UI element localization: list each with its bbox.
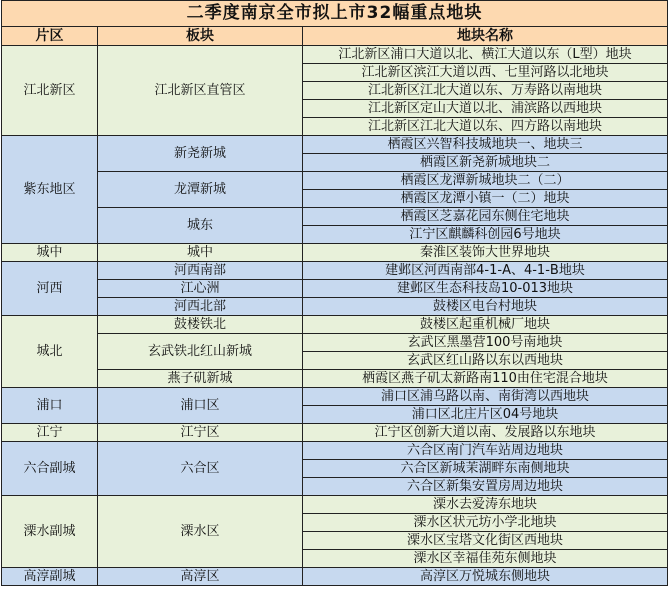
plot-name-cell: 高淳区万悦城东侧地块: [303, 568, 668, 586]
sector-cell: 鼓楼铁北: [98, 316, 303, 334]
plot-name-cell: 江北新区定山大道以北、浦滨路以西地块: [303, 100, 668, 118]
plot-name-cell: 玄武区黑墨营100号南地块: [303, 334, 668, 352]
area-cell: 紫东地区: [2, 136, 98, 244]
table-row: [2, 496, 668, 514]
plot-name-cell: 江宁区创新大道以南、发展路以东地块: [303, 424, 668, 442]
plot-name-cell: 秦淮区装饰大世界地块: [303, 244, 668, 262]
plot-name-cell: 溧水区宝塔文化街区西地块: [303, 532, 668, 550]
table-row: [2, 442, 668, 460]
header-row: [2, 27, 668, 46]
table-row: [2, 46, 668, 64]
plot-name-cell: 六合区南门汽车站周边地块: [303, 442, 668, 460]
plot-name-cell: 建邺区生态科技岛10-013地块: [303, 280, 668, 298]
table-row: [2, 172, 668, 190]
sector-cell: 六合区: [98, 442, 303, 496]
plot-name-cell: 江宁区麒麟科创园6号地块: [303, 226, 668, 244]
plot-name-cell: 六合区新集安置房周边地块: [303, 478, 668, 496]
sector-cell: 新尧新城: [98, 136, 303, 172]
area-cell: 六合副城: [2, 442, 98, 496]
sector-cell: 城中: [98, 244, 303, 262]
sector-cell: 城东: [98, 208, 303, 244]
table-row: [2, 424, 668, 442]
plot-name-cell: 建邺区河西南部4-1-A、4-1-B地块: [303, 262, 668, 280]
sector-cell: 玄武铁北红山新城: [98, 334, 303, 370]
sector-cell: 河西南部: [98, 262, 303, 280]
plot-name-cell: 浦口区北庄片区04号地块: [303, 406, 668, 424]
plot-name-cell: 玄武区红山路以东以西地块: [303, 352, 668, 370]
plot-name-cell: 浦口区浦乌路以南、南街湾以西地块: [303, 388, 668, 406]
sector-cell: 江心洲: [98, 280, 303, 298]
area-cell: 江北新区: [2, 46, 98, 136]
area-cell: 高淳副城: [2, 568, 98, 586]
sector-cell: 燕子矶新城: [98, 370, 303, 388]
table-row: [2, 568, 668, 586]
header-sector: 板块: [98, 27, 303, 46]
plot-name-cell: 江北新区江北大道以东、四方路以南地块: [303, 118, 668, 136]
table-row: [2, 280, 668, 298]
sector-cell: 龙潭新城: [98, 172, 303, 208]
plot-name-cell: 溧水区状元坊小学北地块: [303, 514, 668, 532]
header-area: 片区: [2, 27, 98, 46]
table-row: [2, 388, 668, 406]
sector-cell: 河西北部: [98, 298, 303, 316]
plot-name-cell: 江北新区江北大道以东、万寿路以南地块: [303, 82, 668, 100]
plot-name-cell: 六合区新城茉湖畔东南侧地块: [303, 460, 668, 478]
table-row: [2, 316, 668, 334]
area-cell: 城北: [2, 316, 98, 388]
table-row: [2, 370, 668, 388]
plot-name-cell: 鼓楼区电台村地块: [303, 298, 668, 316]
plot-name-cell: 栖霞区龙潭小镇一（二）地块: [303, 190, 668, 208]
land-plot-table: [1, 0, 668, 586]
sector-cell: 溧水区: [98, 496, 303, 568]
table-row: [2, 136, 668, 154]
plot-name-cell: 江北新区浦口大道以北、横江大道以东（L型）地块: [303, 46, 668, 64]
area-cell: 浦口: [2, 388, 98, 424]
title-row: [2, 1, 668, 27]
table-body: [2, 1, 668, 586]
area-cell: 河西: [2, 262, 98, 316]
area-cell: 江宁: [2, 424, 98, 442]
plot-name-cell: 栖霞区兴智科技城地块一、地块三: [303, 136, 668, 154]
header-plot: 地块名称: [303, 27, 668, 46]
sector-cell: 高淳区: [98, 568, 303, 586]
table-row: [2, 334, 668, 352]
plot-name-cell: 溧水去爱涛东地块: [303, 496, 668, 514]
plot-name-cell: 江北新区滨江大道以西、七里河路以北地块: [303, 64, 668, 82]
sector-cell: 江北新区直管区: [98, 46, 303, 136]
plot-name-cell: 栖霞区新尧新城地块二: [303, 154, 668, 172]
table-row: [2, 262, 668, 280]
table-row: [2, 298, 668, 316]
plot-name-cell: 溧水区幸福佳苑东侧地块: [303, 550, 668, 568]
area-cell: 溧水副城: [2, 496, 98, 568]
plot-name-cell: 栖霞区燕子矶太新路南110由住宅混合地块: [303, 370, 668, 388]
plot-name-cell: 鼓楼区起重机械厂地块: [303, 316, 668, 334]
sector-cell: 江宁区: [98, 424, 303, 442]
plot-name-cell: 栖霞区龙潭新城地块二（二）: [303, 172, 668, 190]
table-row: [2, 244, 668, 262]
table-row: [2, 208, 668, 226]
sector-cell: 浦口区: [98, 388, 303, 424]
plot-name-cell: 栖霞区芝嘉花园东侧住宅地块: [303, 208, 668, 226]
area-cell: 城中: [2, 244, 98, 262]
table-title: 二季度南京全市拟上市32幅重点地块: [2, 1, 668, 27]
